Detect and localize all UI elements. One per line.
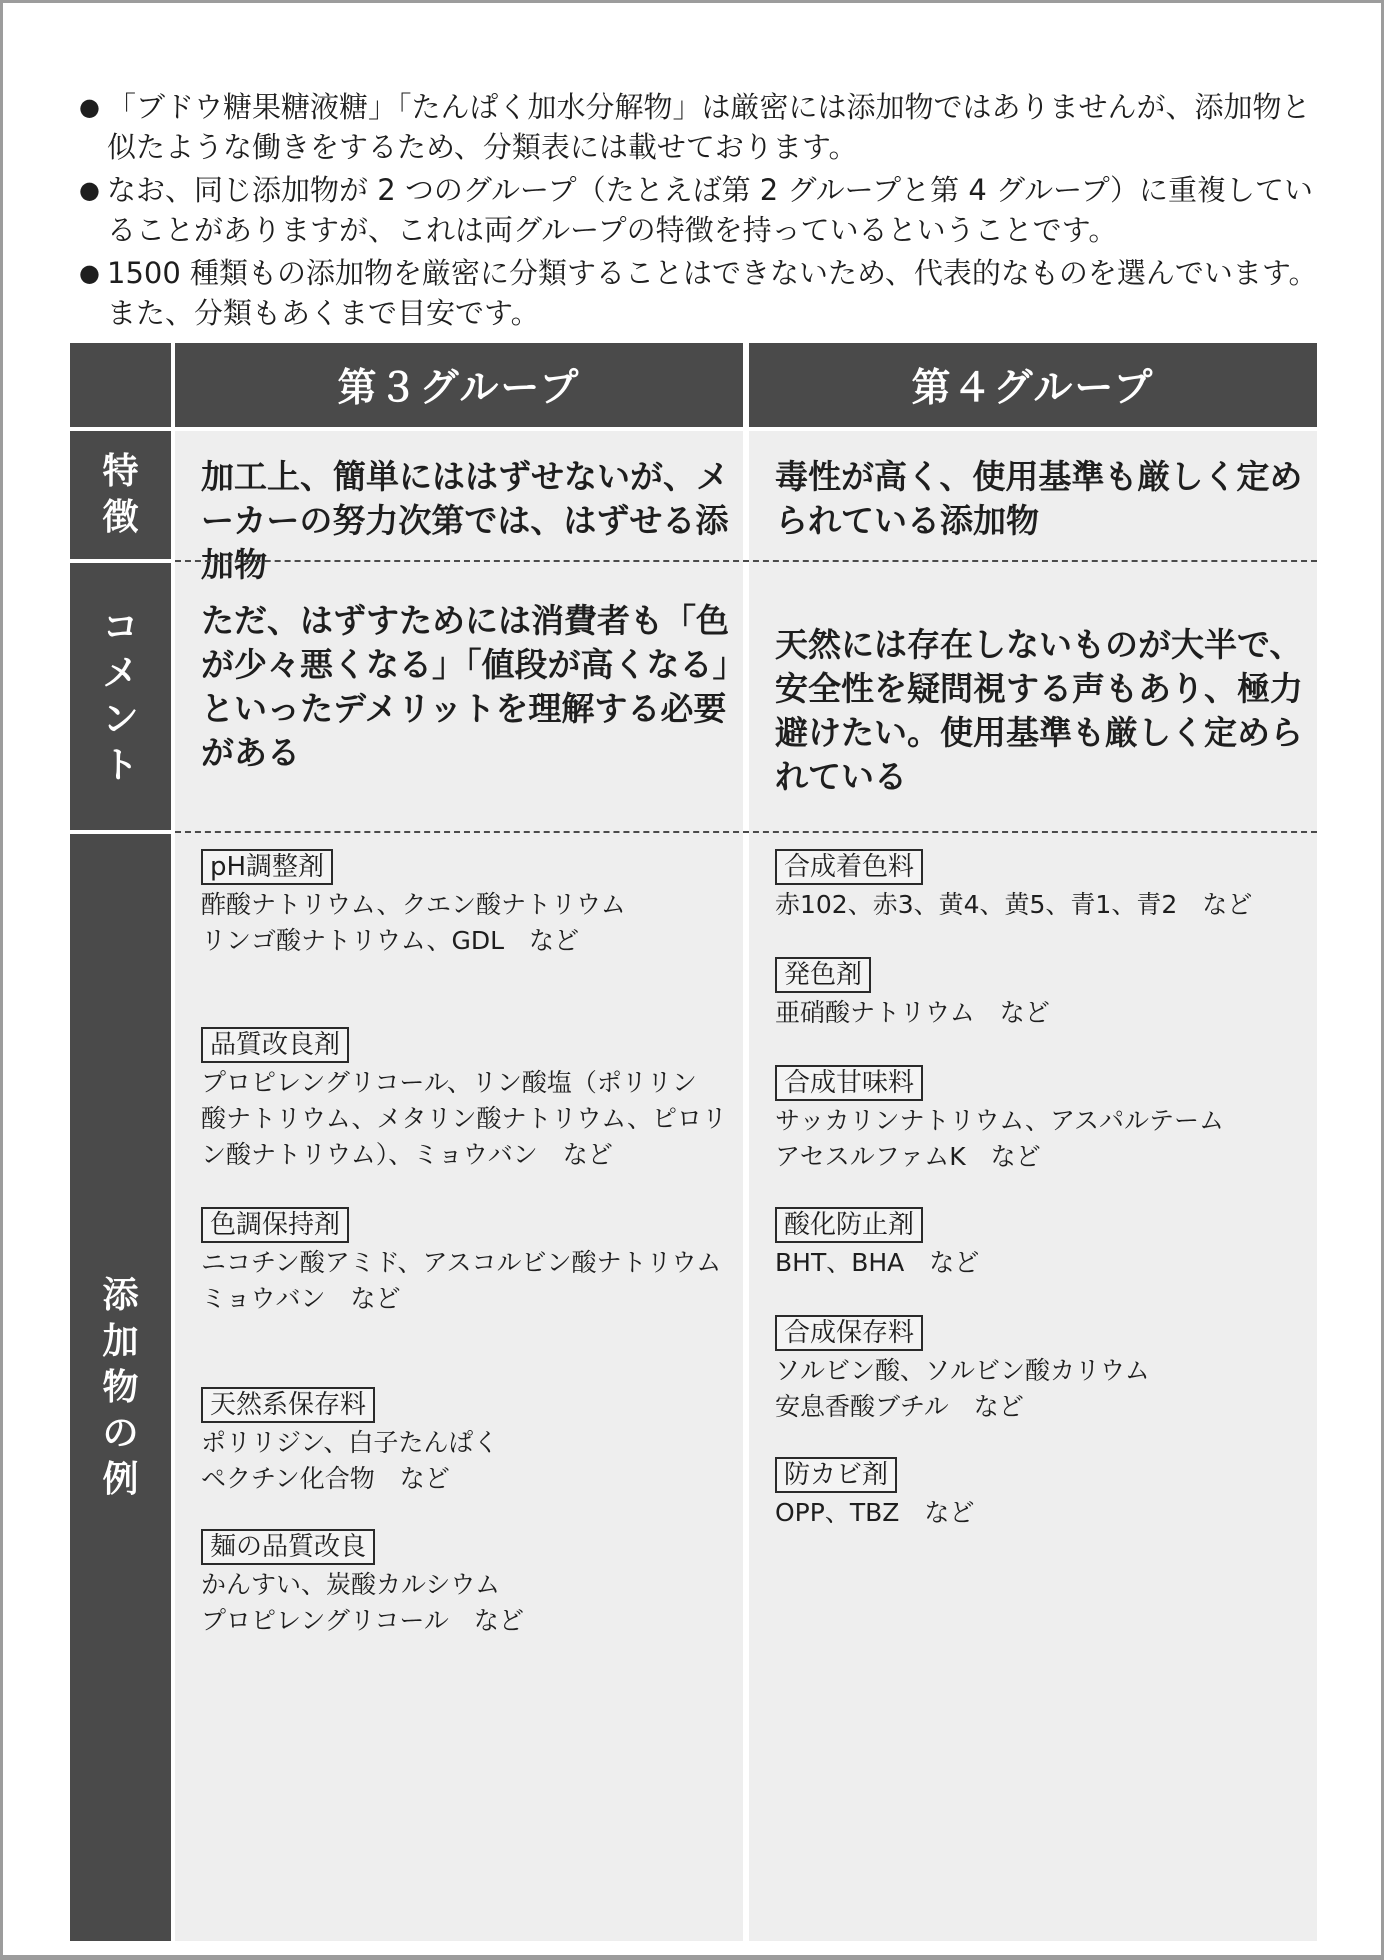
group4-example — [775, 1315, 1150, 1425]
category-label: 発色剤 — [775, 957, 871, 993]
group3-example — [201, 1207, 721, 1317]
example-line: ソルビン酸、ソルビン酸カリウム — [775, 1356, 1150, 1385]
row-divider — [175, 831, 1317, 833]
group3-example — [201, 1387, 498, 1497]
row-label-examples — [70, 834, 171, 1941]
group3-header: 第３グループ — [175, 343, 743, 427]
category-label: 合成着色料 — [775, 849, 923, 885]
group4-feature: 毒性が高く、使用基準も厳しく定められている添加物 — [775, 457, 1303, 540]
example-line: 酸ナトリウム、メタリン酸ナトリウム、ピロリ — [201, 1104, 728, 1133]
category-label: 品質改良剤 — [201, 1027, 349, 1063]
example-line: BHT、BHA など — [775, 1248, 980, 1277]
document-page — [3, 3, 1381, 1955]
example-line: 亜硝酸ナトリウム など — [775, 998, 1050, 1027]
example-line: ポリリジン、白子たんぱく — [201, 1428, 499, 1457]
group3-feature: 加工上、簡単にははずせないが、メーカーの努力次第では、はずせる添加物 — [201, 457, 729, 584]
example-line: ペクチン化合物 など — [201, 1464, 450, 1493]
example-line: プロピレングリコール、リン酸塩（ポリリン — [201, 1068, 697, 1097]
row-label-comment-text: コメント — [102, 606, 139, 786]
example-line: ン酸ナトリウム）、ミョウバン など — [201, 1140, 613, 1169]
group4-header: 第４グループ — [749, 343, 1317, 427]
group3-comment: ただ、はずすためには消費者も「色が少々悪くなる」「値段が高くなる」といったデメリットを理解する必要がある — [201, 601, 729, 772]
example-line: 安息香酸ブチル など — [775, 1392, 1024, 1421]
group4-example — [775, 1457, 974, 1531]
row-label-examples-text: 添加物の例 — [102, 1274, 139, 1500]
example-line: ニコチン酸アミド、アスコルビン酸ナトリウム — [201, 1248, 722, 1277]
category-label: 合成甘味料 — [775, 1065, 923, 1101]
note-item — [79, 170, 1319, 250]
row-label-feature — [70, 431, 171, 559]
notes-list — [79, 87, 1319, 336]
group4-example — [775, 1207, 979, 1281]
group4-example — [775, 849, 1252, 923]
group3-example — [201, 1027, 727, 1173]
row-label-feature-text: 特徴 — [102, 451, 139, 538]
note-text: 「ブドウ糖果糖液糖」「たんぱく加水分解物」は厳密には添加物ではありませんが、添加物と似たような働きをするため、分類表には載せております。 — [107, 90, 1311, 164]
example-line: OPP、TBZ など — [775, 1498, 975, 1527]
category-label: 色調保持剤 — [201, 1207, 349, 1243]
category-label: pH調整剤 — [201, 849, 333, 885]
example-line: サッカリンナトリウム、アスパルテーム — [775, 1106, 1225, 1135]
example-line: 赤102、赤3、黄4、黄5、青1、青2 など — [775, 890, 1253, 919]
example-line: プロピレングリコール など — [201, 1606, 524, 1635]
group4-comment: 天然には存在しないものが大半で、安全性を疑問視する声もあり、極力避けたい。使用基準も厳しく定められている — [775, 625, 1303, 796]
note-item — [79, 87, 1319, 167]
example-line: リンゴ酸ナトリウム、GDL など — [201, 926, 580, 955]
category-label: 酸化防止剤 — [775, 1207, 923, 1243]
group4-column — [749, 431, 1317, 1941]
example-line: ミョウバン など — [201, 1284, 401, 1313]
category-label: 麺の品質改良 — [201, 1529, 375, 1565]
bullet-icon: ● — [79, 176, 100, 204]
note-item — [79, 253, 1319, 333]
header-corner — [70, 343, 171, 427]
example-line: アセスルファムK など — [775, 1142, 1041, 1171]
row-divider — [175, 560, 1317, 562]
category-label: 天然系保存料 — [201, 1387, 375, 1423]
category-label: 合成保存料 — [775, 1315, 923, 1351]
bullet-icon: ● — [79, 93, 100, 121]
additive-classification-table — [70, 343, 1317, 1941]
group3-example — [201, 849, 626, 959]
group4-example — [775, 1065, 1224, 1175]
group4-example — [775, 957, 1050, 1031]
example-line: 酢酸ナトリウム、クエン酸ナトリウム — [201, 890, 626, 919]
example-line: かんすい、炭酸カルシウム — [201, 1570, 501, 1599]
bullet-icon: ● — [79, 259, 100, 287]
category-label: 防カビ剤 — [775, 1457, 897, 1493]
row-label-comment — [70, 563, 171, 830]
note-text: 1500 種類もの添加物を厳密に分類することはできないため、代表的なものを選んでいます。また、分類もあくまで目安です。 — [107, 256, 1318, 330]
group3-column — [175, 431, 743, 1941]
group3-example — [201, 1529, 524, 1639]
note-text: なお、同じ添加物が 2 つのグループ（たとえば第 2 グループと第 4 グループ）に重複していることがありますが、これは両グループの特徴を持っているということです。 — [107, 173, 1313, 247]
